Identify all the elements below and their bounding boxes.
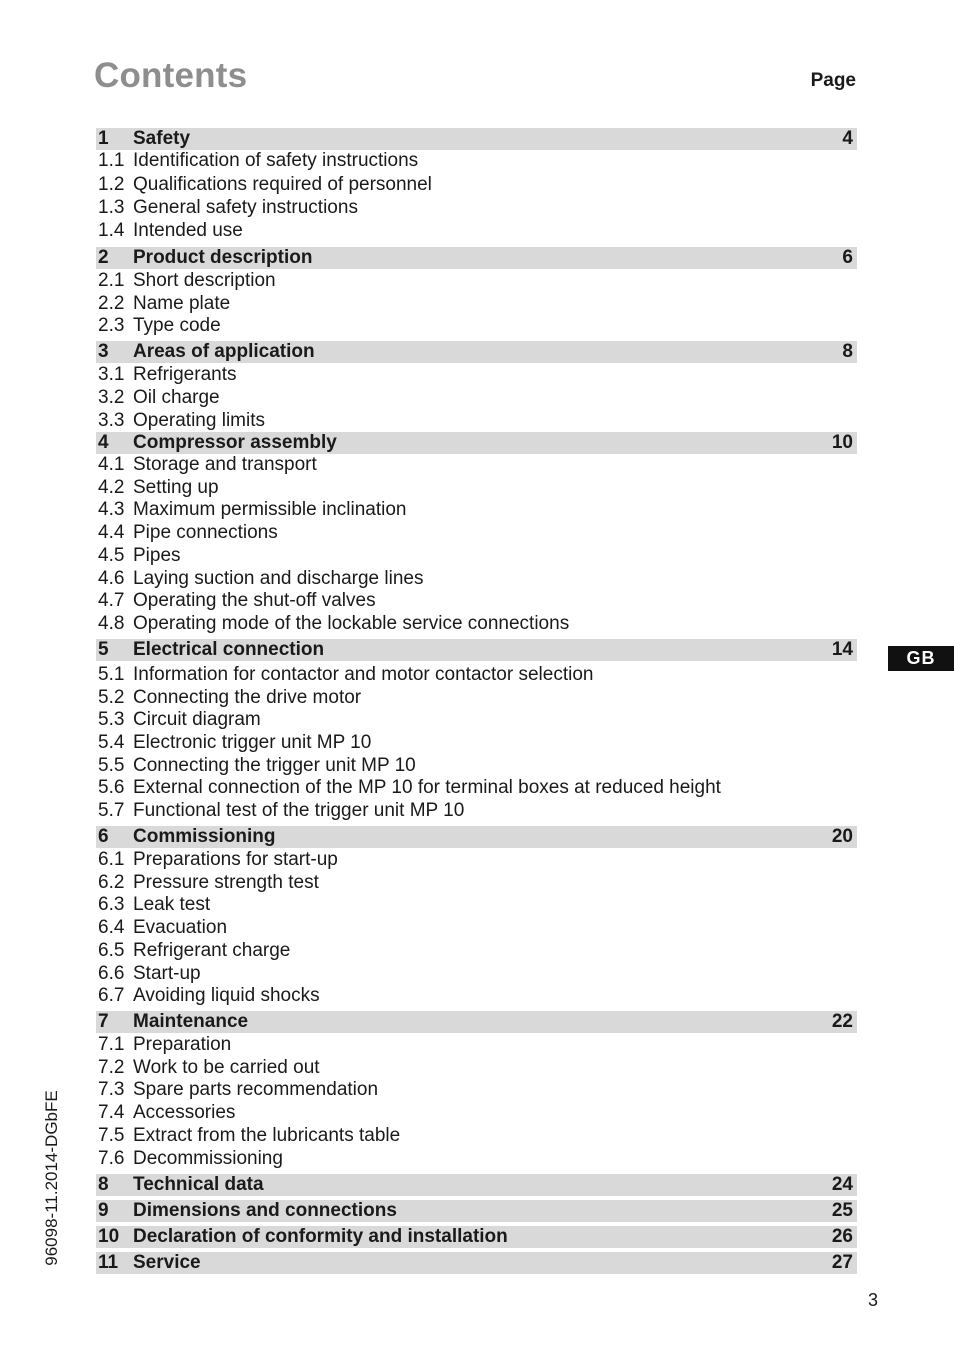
- toc-entry-title: Operating the shut-off valves: [133, 590, 376, 611]
- toc-entry-number: 7.5: [98, 1125, 125, 1146]
- toc-entry-number: 2.3: [98, 315, 125, 336]
- toc-section-row[interactable]: [96, 732, 857, 754]
- toc-entry-number: 2.1: [98, 270, 125, 291]
- toc-entry-page: 20: [831, 826, 853, 847]
- toc-entry-title: Areas of application: [133, 341, 315, 362]
- toc-entry-title: Connecting the trigger unit MP 10: [133, 755, 416, 776]
- toc-section-row[interactable]: [96, 270, 857, 292]
- toc-entry-title: Pressure strength test: [133, 872, 319, 893]
- toc-entry-title: Type code: [133, 315, 221, 336]
- toc-section-row[interactable]: [96, 454, 857, 476]
- toc-entry-number: 5.7: [98, 800, 125, 821]
- toc-section-row[interactable]: [96, 613, 857, 635]
- toc-entry-number: 7.2: [98, 1057, 125, 1078]
- toc-entry-title: Electrical connection: [133, 639, 325, 660]
- toc-chapter-row[interactable]: [96, 1011, 857, 1033]
- toc-entry-title: Product description: [133, 247, 313, 268]
- toc-entry-title: Decommissioning: [133, 1148, 283, 1169]
- toc-section-row[interactable]: [96, 709, 857, 731]
- toc-entry-number: 4.8: [98, 613, 125, 634]
- toc-section-row[interactable]: [96, 940, 857, 962]
- toc-entry-number: 11: [98, 1252, 119, 1273]
- toc-entry-title: Oil charge: [133, 387, 220, 408]
- toc-entry-title: Laying suction and discharge lines: [133, 568, 424, 589]
- toc-section-row[interactable]: [96, 522, 857, 544]
- toc-entry-number: 7: [98, 1011, 109, 1032]
- toc-entry-number: 5.2: [98, 687, 125, 708]
- toc-entry-page: 24: [831, 1174, 853, 1195]
- toc-chapter-row[interactable]: [96, 1174, 857, 1196]
- toc-entry-number: 3: [98, 341, 109, 362]
- toc-entry-page: 22: [831, 1011, 853, 1032]
- toc-entry-title: Compressor assembly: [133, 432, 337, 453]
- toc-chapter-row[interactable]: [96, 639, 857, 661]
- toc-entry-title: Preparations for start-up: [133, 849, 338, 870]
- toc-chapter-row[interactable]: [96, 247, 857, 269]
- toc-section-row[interactable]: [96, 894, 857, 916]
- toc-entry-number: 10: [98, 1226, 120, 1247]
- toc-entry-title: Start-up: [133, 963, 201, 984]
- toc-section-row[interactable]: [96, 1125, 857, 1147]
- toc-section-row[interactable]: [96, 315, 857, 337]
- toc-section-row[interactable]: [96, 872, 857, 894]
- toc-entry-number: 4: [98, 432, 109, 453]
- toc-entry-title: Pipes: [133, 545, 181, 566]
- toc-entry-number: 8: [98, 1174, 109, 1195]
- toc-entry-title: Short description: [133, 270, 276, 291]
- toc-entry-number: 3.1: [98, 364, 125, 385]
- toc-entry-title: Declaration of conformity and installation: [133, 1226, 508, 1247]
- toc-entry-number: 1.3: [98, 197, 125, 218]
- toc-entry-title: Service: [133, 1252, 201, 1273]
- toc-entry-page: 8: [842, 341, 853, 362]
- toc-entry-title: Operating mode of the lockable service connections: [133, 613, 570, 634]
- toc-entry-number: 6.2: [98, 872, 125, 893]
- toc-entry-title: Work to be carried out: [133, 1057, 320, 1078]
- toc-entry-title: Setting up: [133, 477, 219, 498]
- toc-entry-title: Leak test: [133, 894, 211, 915]
- toc-chapter-row[interactable]: [96, 341, 857, 363]
- toc-entry-number: 1.4: [98, 220, 125, 241]
- toc-entry-page: 27: [831, 1252, 853, 1273]
- toc-chapter-row[interactable]: [96, 1252, 857, 1274]
- toc-entry-number: 5.1: [98, 664, 125, 685]
- toc-section-row[interactable]: [96, 590, 857, 612]
- toc-entry-number: 5.6: [98, 777, 125, 798]
- toc-entry-title: Accessories: [133, 1102, 236, 1123]
- toc-section-row[interactable]: [96, 800, 857, 822]
- toc-section-row[interactable]: [96, 568, 857, 590]
- toc-chapter-row[interactable]: [96, 432, 857, 454]
- toc-entry-number: 4.3: [98, 499, 125, 520]
- toc-entry-title: Information for contactor and motor contactor selection: [133, 664, 594, 685]
- toc-entry-number: 5.4: [98, 732, 125, 753]
- page-column-header: Page: [810, 70, 856, 91]
- toc-entry-title: Functional test of the trigger unit MP 10: [133, 800, 465, 821]
- toc-entry-title: Extract from the lubricants table: [133, 1125, 401, 1146]
- toc-entry-title: Storage and transport: [133, 454, 317, 475]
- toc-section-row[interactable]: [96, 1102, 857, 1124]
- toc-section-row[interactable]: [96, 220, 857, 242]
- toc-section-row[interactable]: [96, 364, 857, 386]
- toc-section-row[interactable]: [96, 1148, 857, 1170]
- toc-entry-title: Identification of safety instructions: [133, 150, 419, 171]
- toc-entry-page: 6: [842, 247, 853, 268]
- toc-entry-page: 4: [842, 128, 853, 149]
- toc-section-row[interactable]: [96, 410, 857, 432]
- toc-entry-title: Qualifications required of personnel: [133, 174, 432, 195]
- toc-entry-number: 2: [98, 247, 109, 268]
- toc-entry-title: Safety: [133, 128, 191, 149]
- toc-chapter-row[interactable]: [96, 128, 857, 150]
- toc-section-row[interactable]: [96, 1057, 857, 1079]
- toc-entry-title: Maintenance: [133, 1011, 249, 1032]
- toc-entry-title: Electronic trigger unit MP 10: [133, 732, 372, 753]
- toc-entry-number: 4.4: [98, 522, 125, 543]
- toc-entry-page: 14: [831, 639, 853, 660]
- toc-entry-page: 10: [831, 432, 853, 453]
- language-tab: GB: [888, 646, 954, 671]
- toc-entry-number: 7.4: [98, 1102, 125, 1123]
- toc-section-row[interactable]: [96, 849, 857, 871]
- toc-entry-title: Refrigerants: [133, 364, 237, 385]
- toc-entry-title: Evacuation: [133, 917, 228, 938]
- toc-entry-number: 7.6: [98, 1148, 125, 1169]
- toc-entry-number: 7.1: [98, 1034, 125, 1055]
- toc-entry-title: Maximum permissible inclination: [133, 499, 407, 520]
- page-number: 3: [868, 1290, 879, 1310]
- toc-entry-number: 3.3: [98, 410, 125, 431]
- toc-section-row[interactable]: [96, 197, 857, 219]
- toc-entry-title: Connecting the drive motor: [133, 687, 362, 708]
- toc-entry-number: 9: [98, 1200, 109, 1221]
- toc-entry-page: 25: [831, 1200, 853, 1221]
- toc-entry-number: 6.7: [98, 985, 125, 1006]
- toc-entry-number: 6.1: [98, 849, 125, 870]
- toc-section-row[interactable]: [96, 545, 857, 567]
- toc-entry-number: 1.1: [98, 150, 125, 171]
- toc-entry-title: Name plate: [133, 293, 231, 314]
- toc-section-row[interactable]: [96, 985, 857, 1007]
- toc-entry-number: 4.1: [98, 454, 125, 475]
- toc-section-row[interactable]: [96, 150, 857, 172]
- toc-entry-number: 6: [98, 826, 109, 847]
- toc-entry-number: 6.5: [98, 940, 125, 961]
- toc-entry-title: Refrigerant charge: [133, 940, 291, 961]
- toc-section-row[interactable]: [96, 664, 857, 686]
- toc-entry-number: 6.4: [98, 917, 125, 938]
- toc-section-row[interactable]: [96, 387, 857, 409]
- toc-entry-title: Commissioning: [133, 826, 276, 847]
- toc-entry-number: 6.3: [98, 894, 125, 915]
- toc-entry-number: 5.3: [98, 709, 125, 730]
- toc-entry-title: Intended use: [133, 220, 243, 241]
- toc-entry-number: 4.5: [98, 545, 125, 566]
- toc-entry-number: 7.3: [98, 1079, 125, 1100]
- document-code: 96098-11.2014-DGbFE: [42, 1090, 61, 1266]
- toc-entry-page: 26: [831, 1226, 853, 1247]
- toc-entry-number: 5: [98, 639, 109, 660]
- toc-entry-number: 1.2: [98, 174, 125, 195]
- toc-entry-number: 5.5: [98, 755, 125, 776]
- page-title: Contents: [94, 56, 248, 95]
- toc-section-row[interactable]: [96, 755, 857, 777]
- toc-entry-title: External connection of the MP 10 for terminal boxes at reduced height: [133, 777, 721, 798]
- toc-entry-title: Pipe connections: [133, 522, 278, 543]
- toc-entry-number: 4.6: [98, 568, 125, 589]
- toc-section-row[interactable]: [96, 499, 857, 521]
- toc-entry-number: 1: [98, 128, 109, 149]
- toc-entry-title: Operating limits: [133, 410, 265, 431]
- toc-section-row[interactable]: [96, 477, 857, 499]
- toc-entry-number: 4.7: [98, 590, 125, 611]
- toc-entry-title: Circuit diagram: [133, 709, 261, 730]
- toc-section-row[interactable]: [96, 777, 857, 799]
- toc-entry-title: Dimensions and connections: [133, 1200, 397, 1221]
- toc-entry-title: Avoiding liquid shocks: [133, 985, 320, 1006]
- toc-entry-number: 6.6: [98, 963, 125, 984]
- toc-chapter-row[interactable]: [96, 826, 857, 848]
- toc-section-row[interactable]: [96, 293, 857, 315]
- toc-section-row[interactable]: [96, 687, 857, 709]
- toc-section-row[interactable]: [96, 1034, 857, 1056]
- toc-section-row[interactable]: [96, 174, 857, 196]
- toc-entry-number: 2.2: [98, 293, 125, 314]
- toc-section-row[interactable]: [96, 1079, 857, 1101]
- toc-section-row[interactable]: [96, 963, 857, 985]
- toc-chapter-row[interactable]: [96, 1226, 857, 1248]
- toc-chapter-row[interactable]: [96, 1200, 857, 1222]
- toc-entry-number: 4.2: [98, 477, 125, 498]
- toc-entry-title: Spare parts recommendation: [133, 1079, 379, 1100]
- toc-entry-number: 3.2: [98, 387, 125, 408]
- toc-entry-title: Technical data: [133, 1174, 264, 1195]
- toc-entry-title: Preparation: [133, 1034, 232, 1055]
- toc-section-row[interactable]: [96, 917, 857, 939]
- toc-entry-title: General safety instructions: [133, 197, 358, 218]
